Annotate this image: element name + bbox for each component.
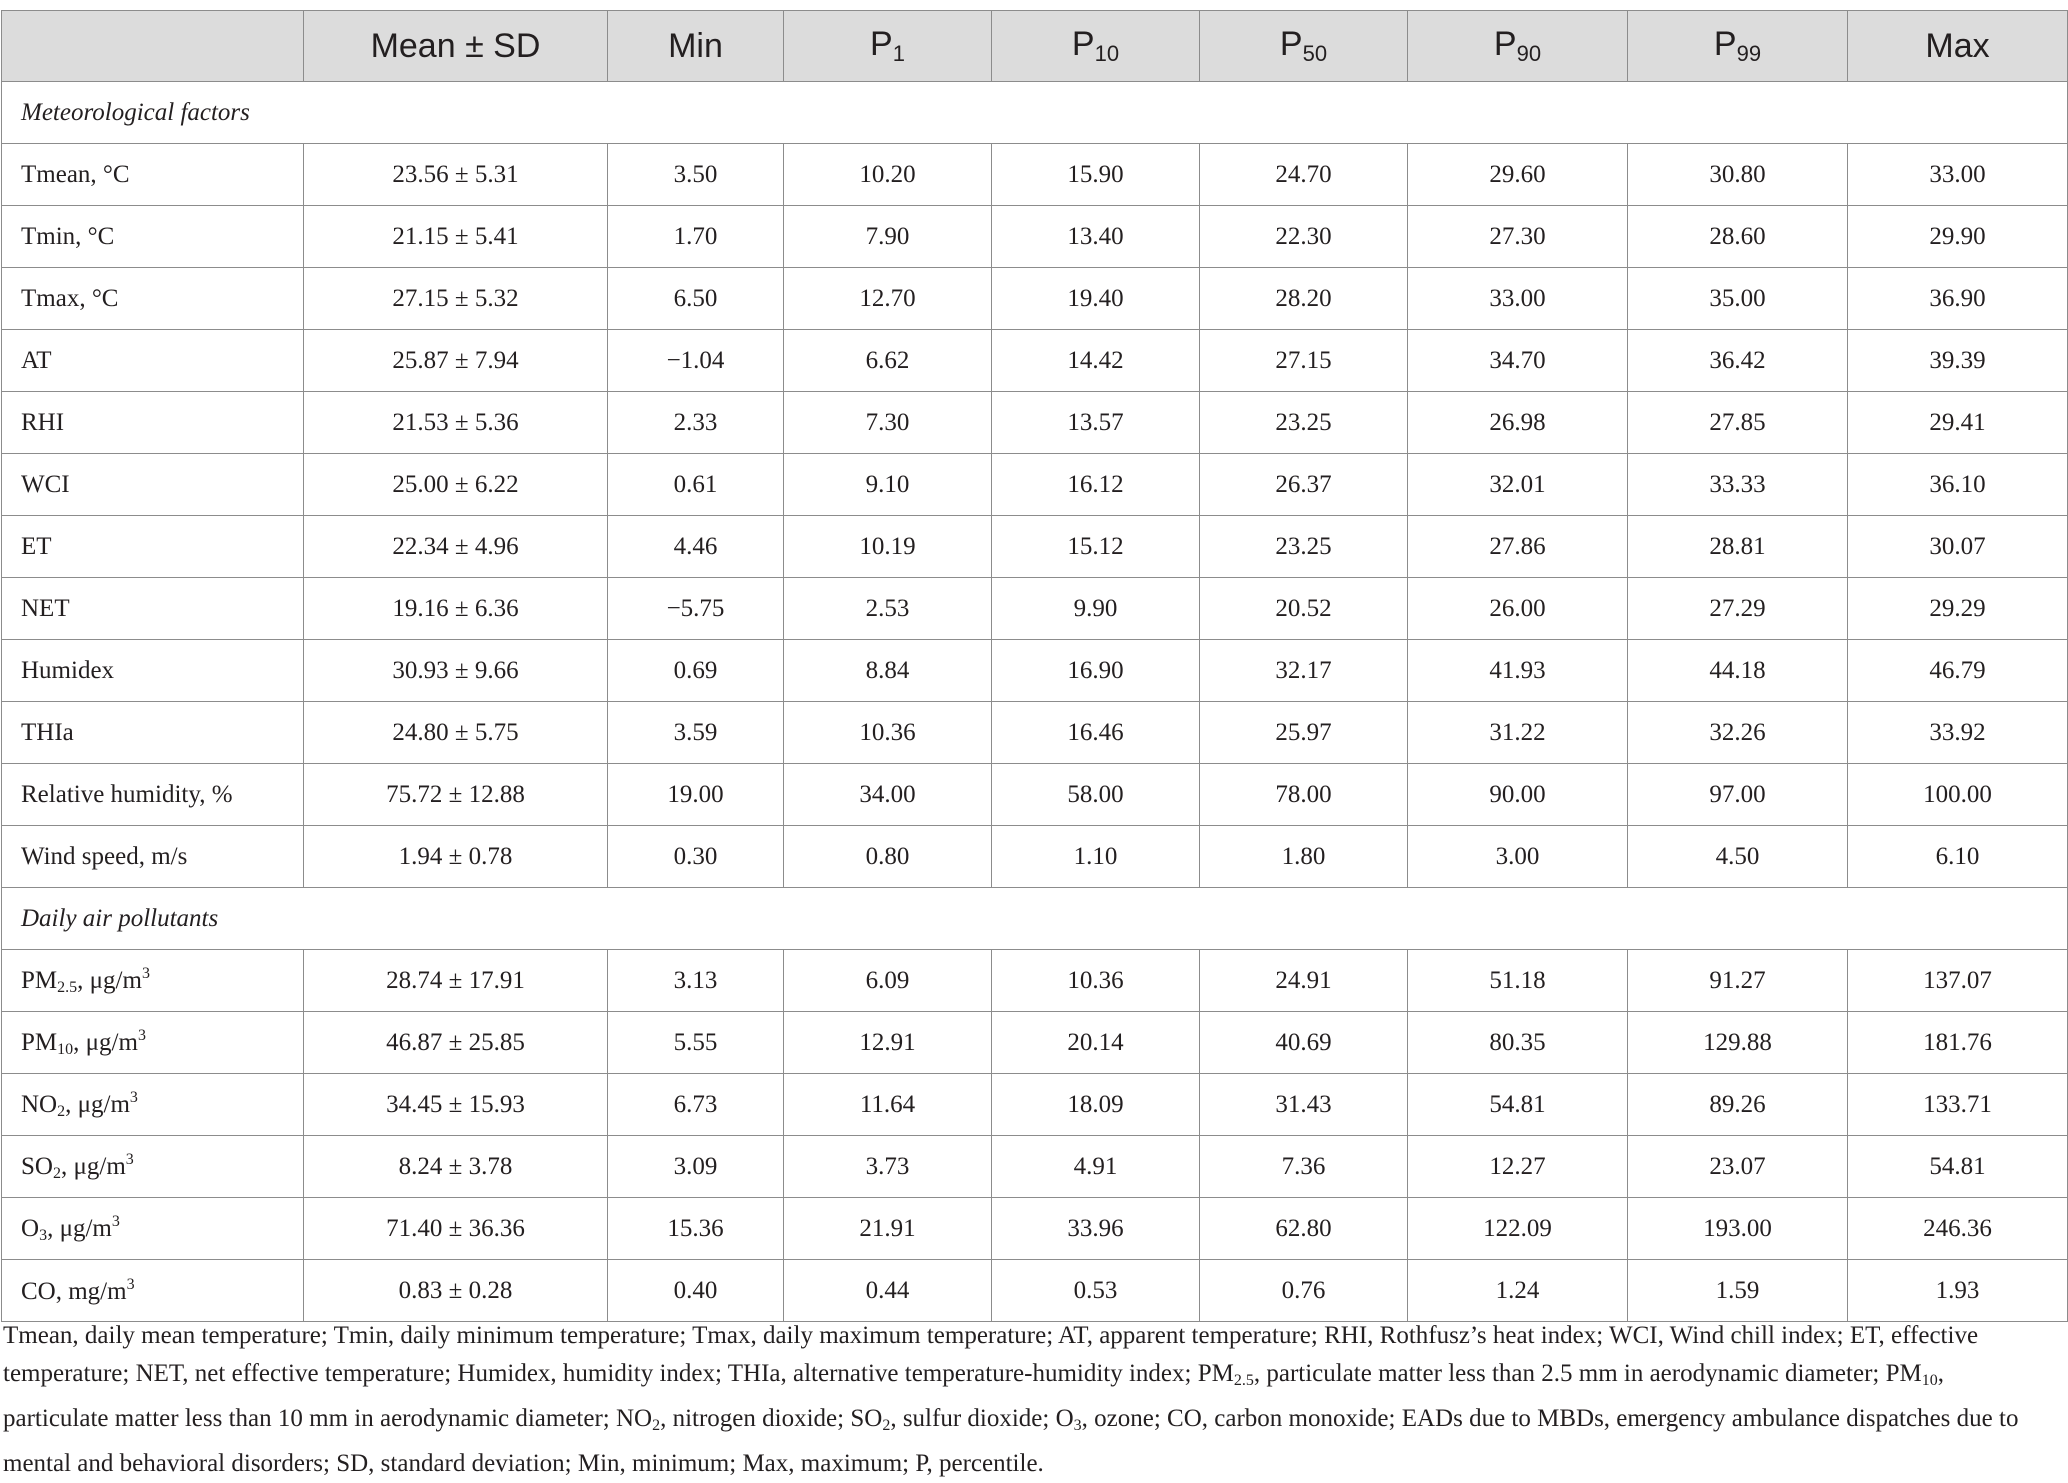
table-cell: 10.36 (784, 702, 992, 764)
table-cell: 16.12 (992, 454, 1200, 516)
table-row (2, 764, 2068, 826)
table-cell: 0.53 (992, 1260, 1200, 1322)
table-cell: 0.61 (608, 454, 784, 516)
table-cell: 54.81 (1408, 1074, 1628, 1136)
table-cell: 0.44 (784, 1260, 992, 1322)
table-cell: 28.20 (1200, 268, 1408, 330)
table-cell: 40.69 (1200, 1012, 1408, 1074)
table-cell: 3.73 (784, 1136, 992, 1198)
table-cell: 91.27 (1628, 950, 1848, 1012)
table-cell: 24.80 ± 5.75 (304, 702, 608, 764)
table-cell: 16.46 (992, 702, 1200, 764)
table-cell: 21.91 (784, 1198, 992, 1260)
table-cell: 26.37 (1200, 454, 1408, 516)
table-cell: 36.42 (1628, 330, 1848, 392)
table-cell: 15.36 (608, 1198, 784, 1260)
header-p99: $P_{99}$ (1628, 11, 1848, 82)
table-cell: 30.07 (1848, 516, 2068, 578)
row-label: THIa (2, 702, 304, 764)
row-label: Wind speed, m/s (2, 826, 304, 888)
table-cell: 89.26 (1628, 1074, 1848, 1136)
row-label: Tmin, °C (2, 206, 304, 268)
table-cell: 19.40 (992, 268, 1200, 330)
table-cell: 6.09 (784, 950, 992, 1012)
table-cell: 7.90 (784, 206, 992, 268)
table-cell: 31.22 (1408, 702, 1628, 764)
table-cell: 26.98 (1408, 392, 1628, 454)
table-row (2, 330, 2068, 392)
table-cell: 129.88 (1628, 1012, 1848, 1074)
table-cell: 22.30 (1200, 206, 1408, 268)
row-label: $PM_{2.5}$, $\mu g/m^3$ (2, 950, 304, 1012)
table-cell: 181.76 (1848, 1012, 2068, 1074)
table-cell: −1.04 (608, 330, 784, 392)
table-cell: 62.80 (1200, 1198, 1408, 1260)
header-row (2, 11, 2068, 82)
table-cell: 71.40 ± 36.36 (304, 1198, 608, 1260)
table-row (2, 1198, 2068, 1260)
table-cell: 20.52 (1200, 578, 1408, 640)
table-cell: 23.07 (1628, 1136, 1848, 1198)
table-cell: 28.60 (1628, 206, 1848, 268)
header-p1: $P_1$ (784, 11, 992, 82)
section-title: Daily air pollutants (2, 888, 2068, 950)
table-cell: 0.30 (608, 826, 784, 888)
table-cell: 10.36 (992, 950, 1200, 1012)
table-cell: 100.00 (1848, 764, 2068, 826)
row-label: $NO_2$, $\mu g/m^3$ (2, 1074, 304, 1136)
table-cell: 19.00 (608, 764, 784, 826)
table-cell: 33.00 (1408, 268, 1628, 330)
table-cell: 46.79 (1848, 640, 2068, 702)
table-cell: 33.96 (992, 1198, 1200, 1260)
table-row (2, 206, 2068, 268)
table-cell: 6.62 (784, 330, 992, 392)
table-cell: 4.46 (608, 516, 784, 578)
table-cell: 78.00 (1200, 764, 1408, 826)
header-p50: $P_{50}$ (1200, 11, 1408, 82)
table-cell: 13.40 (992, 206, 1200, 268)
table-cell: 97.00 (1628, 764, 1848, 826)
table-cell: 29.41 (1848, 392, 2068, 454)
table-cell: 1.70 (608, 206, 784, 268)
table-row (2, 454, 2068, 516)
table-cell: 28.81 (1628, 516, 1848, 578)
table-cell: 32.26 (1628, 702, 1848, 764)
table-cell: 29.29 (1848, 578, 2068, 640)
header-max: Max (1848, 11, 2068, 82)
table-cell: 9.90 (992, 578, 1200, 640)
table-cell: 25.97 (1200, 702, 1408, 764)
table-cell: 33.33 (1628, 454, 1848, 516)
row-label: WCI (2, 454, 304, 516)
table-cell: 23.56 ± 5.31 (304, 144, 608, 206)
row-label: NET (2, 578, 304, 640)
row-label: RHI (2, 392, 304, 454)
table-cell: 27.29 (1628, 578, 1848, 640)
table-cell: 3.50 (608, 144, 784, 206)
table-cell: 6.10 (1848, 826, 2068, 888)
table-cell: 30.93 ± 9.66 (304, 640, 608, 702)
table-cell: 1.10 (992, 826, 1200, 888)
table-cell: 2.53 (784, 578, 992, 640)
table-cell: 16.90 (992, 640, 1200, 702)
table-cell: 27.15 ± 5.32 (304, 268, 608, 330)
statistics-table (1, 10, 2068, 1322)
table-cell: 12.70 (784, 268, 992, 330)
table-cell: 10.20 (784, 144, 992, 206)
table-cell: 26.00 (1408, 578, 1628, 640)
row-label: ET (2, 516, 304, 578)
table-cell: 58.00 (992, 764, 1200, 826)
table-cell: 23.25 (1200, 516, 1408, 578)
table-body (2, 82, 2068, 1322)
section-header-row (2, 82, 2068, 144)
table-cell: 7.36 (1200, 1136, 1408, 1198)
header-mean-sd: Mean ± SD (304, 11, 608, 82)
table-cell: 32.17 (1200, 640, 1408, 702)
table-row (2, 640, 2068, 702)
table-cell: 36.10 (1848, 454, 2068, 516)
table-cell: 1.93 (1848, 1260, 2068, 1322)
table-row (2, 516, 2068, 578)
table-cell: 2.33 (608, 392, 784, 454)
table-cell: 6.50 (608, 268, 784, 330)
table-row (2, 702, 2068, 764)
table-cell: 24.91 (1200, 950, 1408, 1012)
table-cell: 33.92 (1848, 702, 2068, 764)
table-cell: 25.00 ± 6.22 (304, 454, 608, 516)
table-cell: 8.84 (784, 640, 992, 702)
table-cell: 7.30 (784, 392, 992, 454)
row-label: $O_3$, $\mu g/m^3$ (2, 1198, 304, 1260)
row-label: AT (2, 330, 304, 392)
table-cell: 15.12 (992, 516, 1200, 578)
table-row (2, 950, 2068, 1012)
table-cell: 12.91 (784, 1012, 992, 1074)
table-container (0, 10, 2068, 1322)
table-cell: 28.74 ± 17.91 (304, 950, 608, 1012)
table-cell: 27.30 (1408, 206, 1628, 268)
table-cell: 46.87 ± 25.85 (304, 1012, 608, 1074)
table-cell: 6.73 (608, 1074, 784, 1136)
table-cell: 3.00 (1408, 826, 1628, 888)
table-cell: 36.90 (1848, 268, 2068, 330)
table-cell: 27.85 (1628, 392, 1848, 454)
table-cell: 193.00 (1628, 1198, 1848, 1260)
table-cell: 33.00 (1848, 144, 2068, 206)
table-cell: 18.09 (992, 1074, 1200, 1136)
table-cell: 22.34 ± 4.96 (304, 516, 608, 578)
header-blank (2, 11, 304, 82)
table-cell: 4.91 (992, 1136, 1200, 1198)
table-cell: −5.75 (608, 578, 784, 640)
table-cell: 0.80 (784, 826, 992, 888)
table-cell: 32.01 (1408, 454, 1628, 516)
table-cell: 29.90 (1848, 206, 2068, 268)
table-cell: 34.70 (1408, 330, 1628, 392)
table-cell: 29.60 (1408, 144, 1628, 206)
row-label: $SO_2$, $\mu g/m^3$ (2, 1136, 304, 1198)
table-cell: 21.53 ± 5.36 (304, 392, 608, 454)
table-cell: 137.07 (1848, 950, 2068, 1012)
table-cell: 54.81 (1848, 1136, 2068, 1198)
table-row (2, 826, 2068, 888)
row-label: Humidex (2, 640, 304, 702)
table-cell: 122.09 (1408, 1198, 1628, 1260)
table-cell: 246.36 (1848, 1198, 2068, 1260)
table-cell: 10.19 (784, 516, 992, 578)
row-label: CO, $mg/m^3$ (2, 1260, 304, 1322)
table-cell: 8.24 ± 3.78 (304, 1136, 608, 1198)
table-cell: 27.15 (1200, 330, 1408, 392)
table-cell: 12.27 (1408, 1136, 1628, 1198)
header-min: Min (608, 11, 784, 82)
table-cell: 39.39 (1848, 330, 2068, 392)
table-cell: 27.86 (1408, 516, 1628, 578)
table-cell: 34.00 (784, 764, 992, 826)
header-p90: $P_{90}$ (1408, 11, 1628, 82)
table-footnote: Tmean, daily mean temperature; Tmin, daily minimum temperature; Tmax, daily maximum temperature; AT, apparent temperature; RHI, Rothfusz’s heat index; WCI, Wind chill index; ET, effective temperature; NET, net effective temperature; Humidex, humidity index; THIa, alternative temperature-humidity index; $PM_{2.5}$, particulate matter less than 2.5 mm in aerodynamic diameter; $PM_{10}$, particulate matter less than 10 mm in aerodynamic diameter; $NO_2$, nitrogen dioxide; $SO_2$, sulfur dioxide; $O_3$, ozone; CO, carbon monoxide; EADs due to MBDs, emergency ambulance dispatches due to mental and behavioral disorders; SD, standard deviation; Min, minimum; Max, maximum; P, percentile. (3, 1322, 2019, 1477)
table-cell: 9.10 (784, 454, 992, 516)
table-cell: 19.16 ± 6.36 (304, 578, 608, 640)
table-row (2, 1260, 2068, 1322)
table-cell: 44.18 (1628, 640, 1848, 702)
row-label: Tmean, °C (2, 144, 304, 206)
table-cell: 3.13 (608, 950, 784, 1012)
table-cell: 80.35 (1408, 1012, 1628, 1074)
table-row (2, 1074, 2068, 1136)
table-cell: 11.64 (784, 1074, 992, 1136)
table-row (2, 144, 2068, 206)
table-cell: 133.71 (1848, 1074, 2068, 1136)
table-cell: 23.25 (1200, 392, 1408, 454)
table-cell: 0.83 ± 0.28 (304, 1260, 608, 1322)
table-row (2, 392, 2068, 454)
header-p10: $P_{10}$ (992, 11, 1200, 82)
table-row (2, 1012, 2068, 1074)
table-cell: 90.00 (1408, 764, 1628, 826)
table-cell: 14.42 (992, 330, 1200, 392)
table-row (2, 268, 2068, 330)
table-cell: 0.40 (608, 1260, 784, 1322)
row-label: $PM_{10}$, $\mu g/m^3$ (2, 1012, 304, 1074)
table-cell: 35.00 (1628, 268, 1848, 330)
table-cell: 51.18 (1408, 950, 1628, 1012)
table-cell: 24.70 (1200, 144, 1408, 206)
table-cell: 20.14 (992, 1012, 1200, 1074)
table-cell: 34.45 ± 15.93 (304, 1074, 608, 1136)
table-cell: 4.50 (1628, 826, 1848, 888)
row-label: Relative humidity, % (2, 764, 304, 826)
table-cell: 13.57 (992, 392, 1200, 454)
table-cell: 3.59 (608, 702, 784, 764)
section-title: Meteorological factors (2, 82, 2068, 144)
table-cell: 21.15 ± 5.41 (304, 206, 608, 268)
table-cell: 0.76 (1200, 1260, 1408, 1322)
table-cell: 31.43 (1200, 1074, 1408, 1136)
row-label: Tmax, °C (2, 268, 304, 330)
table-cell: 3.09 (608, 1136, 784, 1198)
table-cell: 1.24 (1408, 1260, 1628, 1322)
table-row (2, 578, 2068, 640)
table-cell: 30.80 (1628, 144, 1848, 206)
table-row (2, 1136, 2068, 1198)
table-cell: 41.93 (1408, 640, 1628, 702)
table-cell: 0.69 (608, 640, 784, 702)
table-cell: 1.80 (1200, 826, 1408, 888)
table-cell: 1.59 (1628, 1260, 1848, 1322)
table-cell: 75.72 ± 12.88 (304, 764, 608, 826)
table-cell: 1.94 ± 0.78 (304, 826, 608, 888)
table-cell: 15.90 (992, 144, 1200, 206)
section-header-row (2, 888, 2068, 950)
table-cell: 5.55 (608, 1012, 784, 1074)
table-cell: 25.87 ± 7.94 (304, 330, 608, 392)
